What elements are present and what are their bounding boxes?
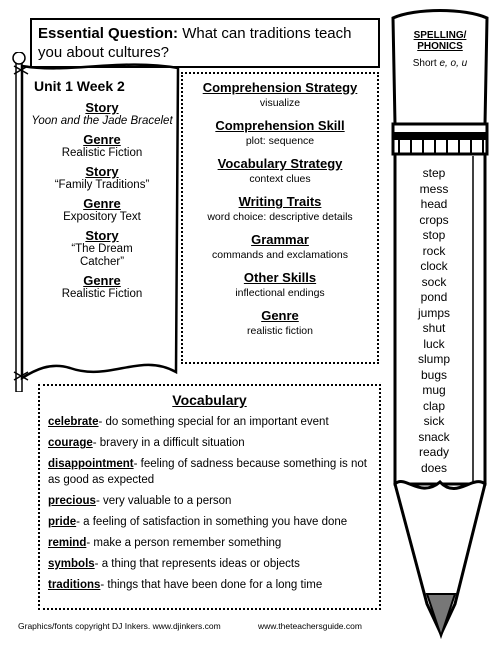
strategy-header: Writing Traits [238, 194, 322, 209]
spelling-word: head [420, 197, 448, 211]
story-header: Story [85, 100, 119, 115]
spelling-word: step [422, 166, 446, 180]
spelling-word: sick [423, 414, 445, 428]
genre-value: Expository Text [63, 211, 141, 223]
spelling-word: slump [417, 352, 450, 366]
unit-item [28, 100, 176, 128]
strategy-item [183, 194, 377, 223]
genre-header: Genre [83, 273, 121, 288]
vocabulary-item [48, 556, 371, 572]
genre-value: Realistic Fiction [61, 147, 143, 159]
unit-item [28, 196, 176, 224]
spelling-word: rock [422, 243, 446, 258]
vocabulary-item [48, 514, 371, 530]
vocabulary-definition: - make a person remember something [86, 537, 282, 549]
strategy-value: commands and exclamations [212, 249, 348, 261]
spelling-header [398, 30, 482, 69]
spelling-word: luck [423, 336, 445, 351]
strategy-value: context clues [249, 173, 311, 185]
story-title: “The Dream Catcher” [71, 243, 133, 268]
unit-title: Unit 1 Week 2 [34, 78, 125, 94]
spelling-word: clap [422, 398, 445, 413]
strategy-item [183, 308, 377, 337]
strategy-header: Comprehension Skill [215, 118, 345, 133]
spelling-word: snack [418, 429, 450, 444]
spelling-word: does [420, 460, 448, 475]
spelling-word: bugs [420, 367, 448, 382]
spelling-word: pond [420, 290, 448, 304]
vocabulary-word: pride [48, 516, 77, 528]
spelling-word: clock [420, 259, 448, 273]
vocabulary-word: celebrate [48, 416, 99, 428]
strategy-value: inflectional endings [235, 287, 325, 299]
spelling-subtitle-vowels: e, o, u [439, 58, 468, 69]
vocabulary-box [38, 384, 381, 610]
unit-item [28, 228, 176, 269]
vocabulary-item [48, 535, 371, 551]
vocabulary-item [48, 577, 371, 593]
strategy-item [183, 118, 377, 147]
strategy-value: word choice: descriptive details [207, 211, 353, 223]
spelling-word: mug [422, 383, 446, 397]
strategy-header: Other Skills [243, 270, 317, 285]
spelling-title-line1: SPELLING/ [413, 30, 467, 41]
strategy-item [183, 270, 377, 299]
vocabulary-definition: - bravery in a difficult situation [92, 437, 245, 449]
unit-item [28, 132, 176, 160]
genre-header: Genre [83, 132, 121, 147]
strategy-header: Genre [261, 308, 299, 323]
strategy-item [183, 156, 377, 185]
strategy-value: realistic fiction [247, 325, 313, 337]
strategy-value: plot: sequence [245, 135, 315, 147]
vocabulary-definition: - things that have been done for a long time [100, 579, 323, 591]
strategy-value: visualize [259, 97, 301, 109]
spelling-word: mess [419, 181, 449, 196]
strategy-item [183, 80, 377, 109]
strategy-header: Comprehension Strategy [202, 80, 358, 95]
spelling-word: stop [422, 228, 446, 242]
vocabulary-word: remind [48, 537, 87, 549]
spelling-word-list [398, 166, 470, 476]
story-title: Yoon and the Jade Bracelet [31, 115, 173, 127]
spelling-word: ready [418, 445, 450, 459]
vocabulary-word: symbols [48, 558, 95, 570]
essential-question-text: What can traditions teach you about cultures? [38, 25, 352, 61]
spelling-subtitle [398, 58, 482, 69]
spelling-word: crops [419, 212, 449, 227]
vocabulary-definition: - a thing that represents ideas or objects [94, 558, 300, 570]
vocabulary-word: traditions [48, 579, 101, 591]
spelling-word: jumps [417, 305, 450, 320]
vocabulary-definition: - a feeling of satisfaction in something you have done [76, 516, 348, 528]
vocabulary-title: Vocabulary [172, 392, 247, 408]
story-header: Story [85, 228, 119, 243]
strategy-box [181, 72, 379, 364]
story-title: “Family Traditions” [54, 179, 150, 191]
unit-item [28, 164, 176, 192]
spelling-word: shut [422, 321, 446, 335]
vocabulary-item [48, 414, 371, 430]
vocabulary-item [48, 435, 371, 451]
genre-header: Genre [83, 196, 121, 211]
vocabulary-word: disappointment [48, 458, 134, 470]
unit-item [28, 273, 176, 301]
spelling-subtitle-prefix: Short [412, 58, 440, 69]
essential-question-label: Essential Question: [38, 25, 179, 42]
story-header: Story [85, 164, 119, 179]
vocabulary-item [48, 456, 371, 488]
vocabulary-item [48, 493, 371, 509]
footer-website: www.theteachersguide.com [258, 621, 362, 631]
vocabulary-definition: - do something special for an important event [98, 416, 329, 428]
strategy-header: Vocabulary Strategy [217, 156, 343, 171]
genre-value: Realistic Fiction [61, 288, 143, 300]
spelling-title-line2: PHONICS [417, 41, 463, 52]
strategy-header: Grammar [251, 232, 309, 247]
footer-copyright: Graphics/fonts copyright DJ Inkers. www.djinkers.com [18, 621, 221, 631]
strategy-item [183, 232, 377, 261]
vocabulary-word: precious [48, 495, 96, 507]
unit-column [28, 78, 176, 301]
vocabulary-definition: - feeling of sadness because something is not as good as expected [48, 458, 367, 486]
vocabulary-definition: - very valuable to a person [95, 495, 232, 507]
spelling-word: sock [421, 274, 447, 289]
vocabulary-word: courage [48, 437, 93, 449]
